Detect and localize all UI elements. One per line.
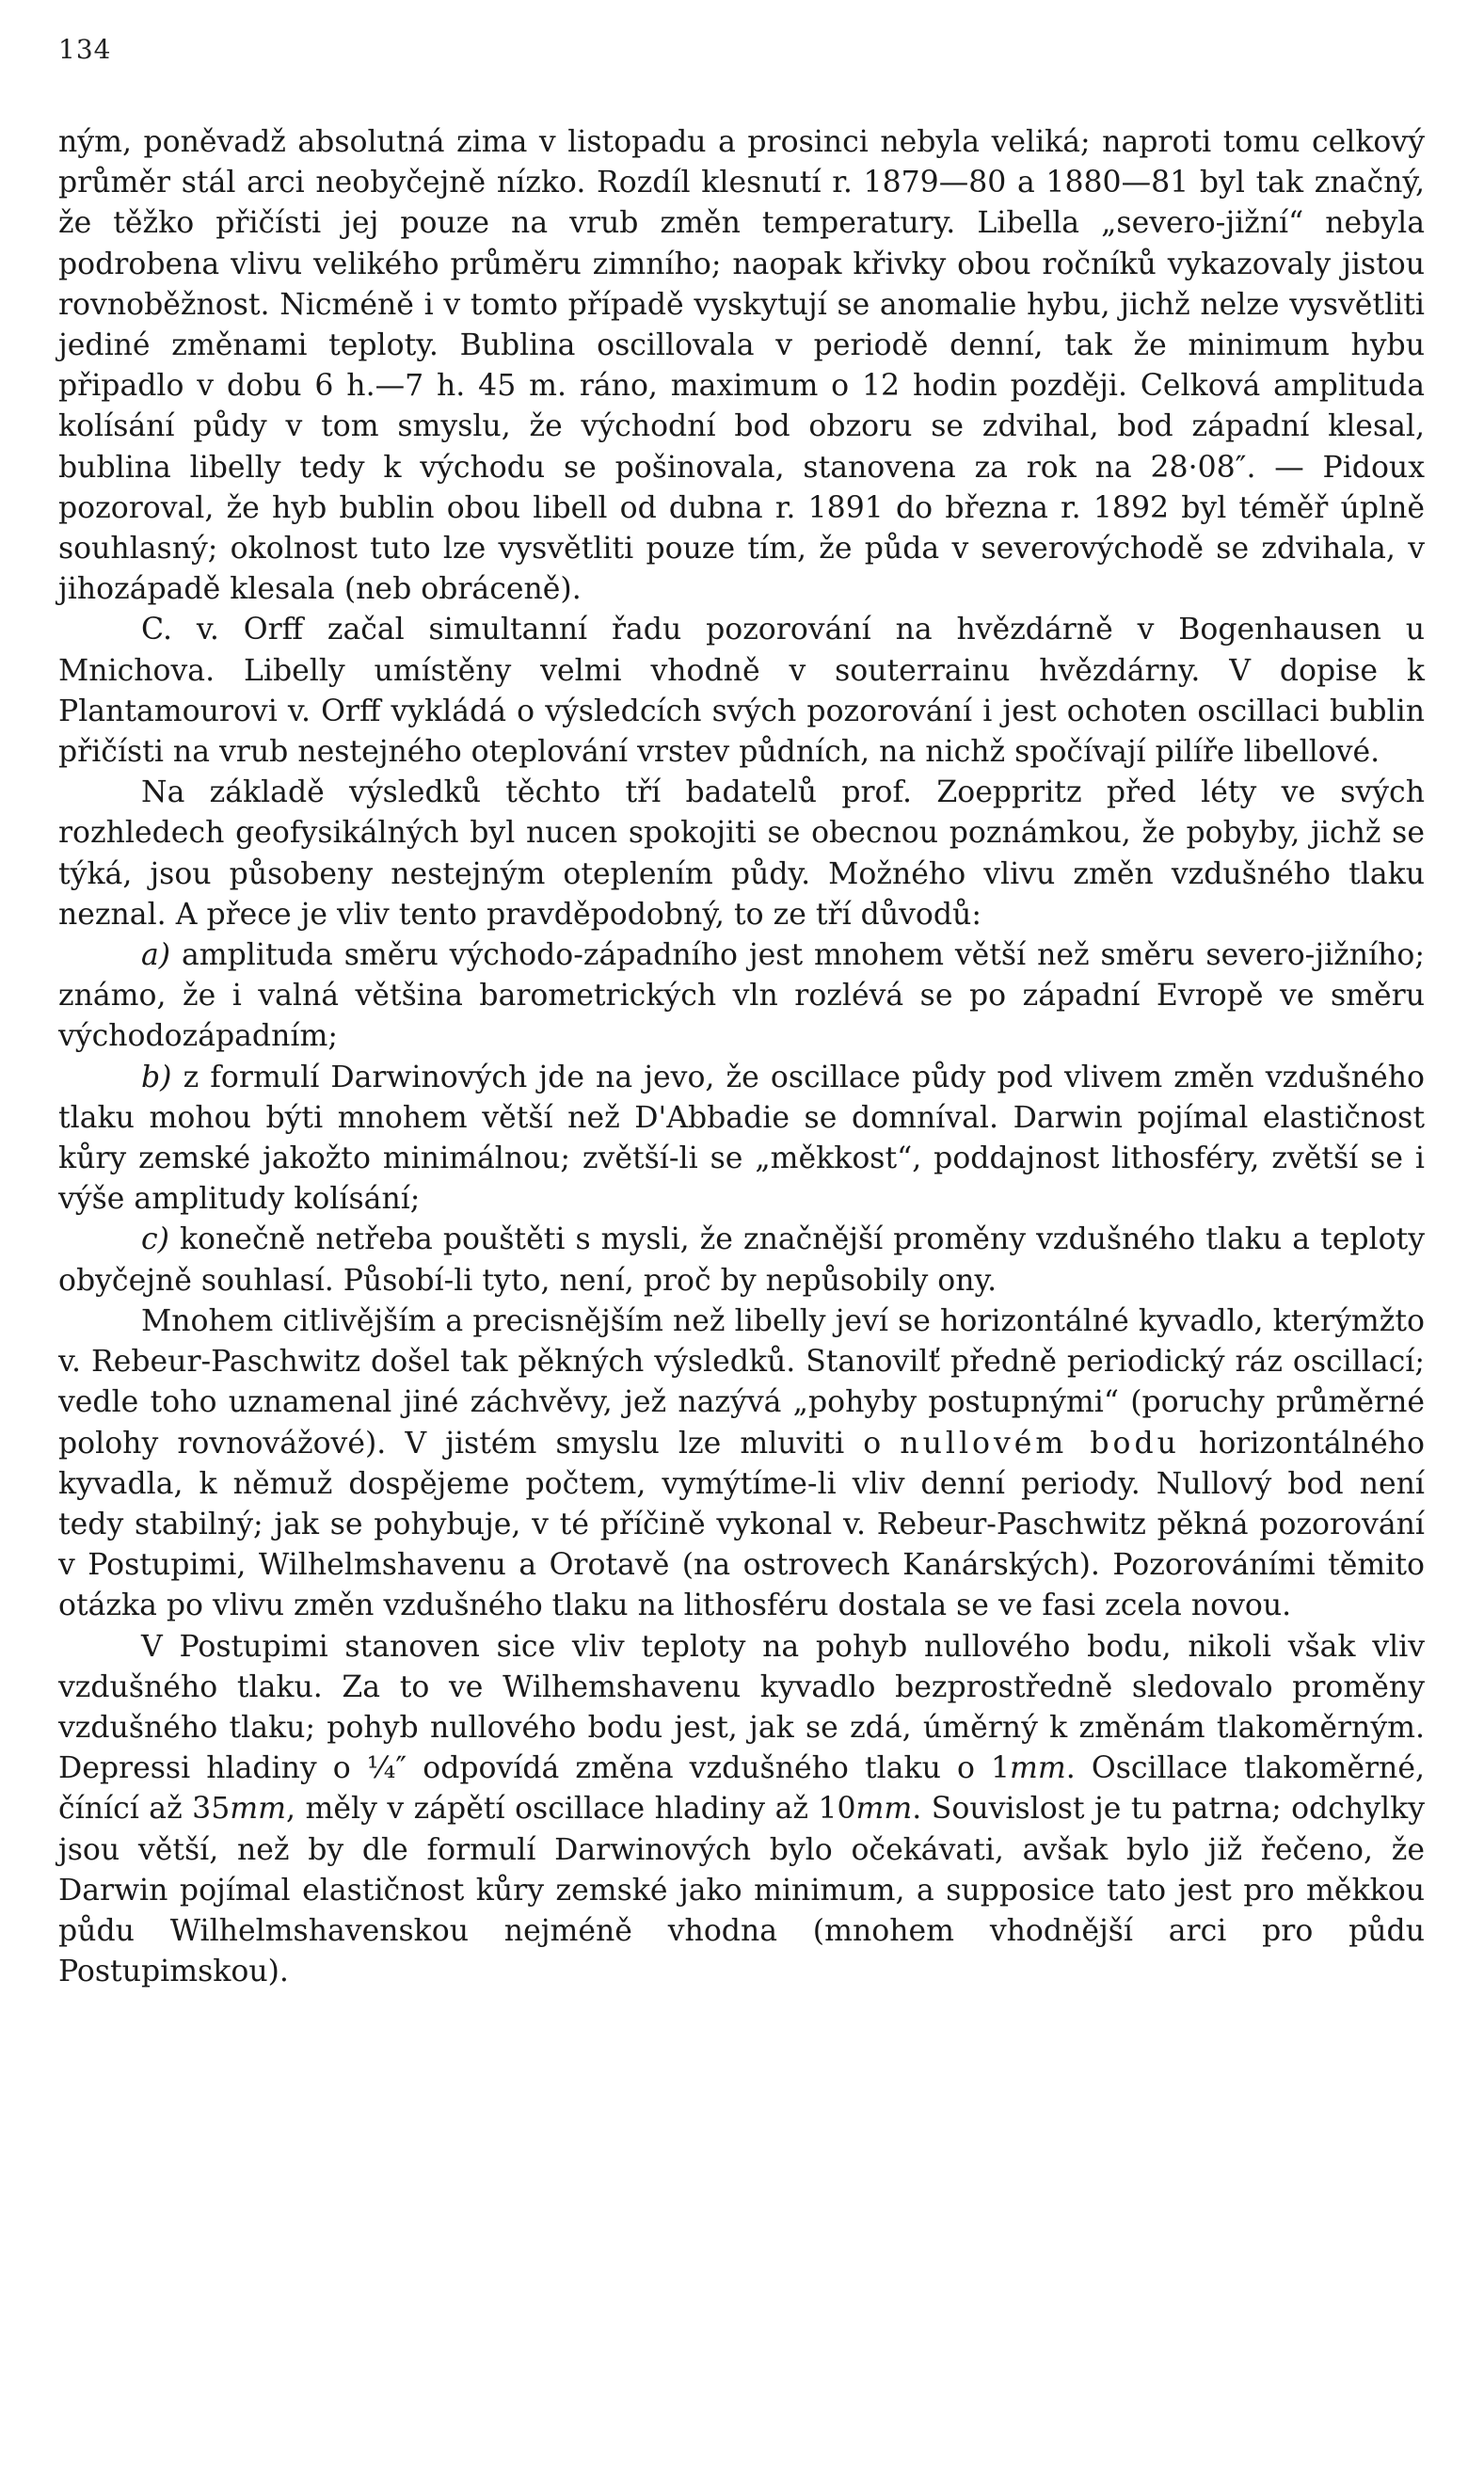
paragraph-3: Na základě výsledků těchto tří badatelů prof. Zoeppritz před léty ve svých rozhledech geofysikálných byl nucen spokojiti se obecnou poznámkou, že pobyby, jichž se týká, jsou působeny nestejným oteplením půdy. Možného vlivu změn vzdušného tlaku neznal. A přece je vliv tento pravděpodobný, to ze tří důvodů: <box>58 775 1425 932</box>
paragraph-5-part-4: . Souvislost je tu patrna; odchylky jsou větší, než by dle formulí Darwinových bylo očekávati, avšak bylo již řečeno, že Darwin pojímal elastičnost kůry zemské jako minimum, a supposice tato jest pro měkkou půdu Wilhelmshavenskou nejméně vhodna (mnohem vhodnější arci pro půdu Postupimskou). <box>58 1792 1425 1989</box>
paragraph-5-unit-2: mm <box>230 1792 286 1827</box>
list-item-c <box>58 1220 1425 1301</box>
list-text-c: konečně netřeba pouštěti s mysli, že značnější proměny vzdušného tlaku a teploty obyčejně souhlasí. Působí-li tyto, není, proč by nepůsobily ony. <box>58 1222 1425 1298</box>
paragraph-5-part-3: , měly v zápětí oscillace hladiny až 10 <box>286 1792 856 1827</box>
list-letter-a: a) <box>141 938 171 973</box>
paragraph-4-emphasis: nullovém bodu <box>900 1426 1180 1461</box>
body-text <box>58 122 1425 1992</box>
paragraph-5-unit-1: mm <box>1010 1751 1066 1786</box>
paragraph-4-before: Mnohem citlivějším a precisnějším než libelly jeví se horizontálné kyvadlo, kterýmžto v. Rebeur-Paschwitz došel tak pěkných výsledků. Stanovilť předně periodický ráz oscillací; vedle toho uznamenal jiné záchvěvy, jež nazývá „pohyby postupnými“ (poruchy průměrné polohy rovnovážové). V jistém smyslu lze mluviti o <box>58 1303 1425 1461</box>
paragraph-4 <box>58 1301 1425 1627</box>
paragraph-4-after: horizontálného kyvadla, k němuž dospějeme počtem, vymýtíme-li vliv denní periody. Nullový bod není tedy stabilný; jak se pohybuje, v té příčině vykonal v. Rebeur-Paschwitz pěkná pozorování v Postupimi, Wilhelmshavenu a Orotavě (na ostrovech Kanárských). Pozorováními těmito otázka po vlivu změn vzdušného tlaku na lithosféru dostala se ve fasi zcela novou. <box>58 1426 1425 1623</box>
paragraph-5-part-2: . Oscillace tlakoměrné, čínící až 35 <box>58 1751 1425 1827</box>
paragraph-1: ným, poněvadž absolutná zima v listopadu a prosinci nebyla veliká; naproti tomu celkový průměr stál arci neobyčejně nízko. Rozdíl klesnutí r. 1879—80 a 1880—81 byl tak značný, že těžko přičísti jej pouze na vrub změn temperatury. Libella „severo-jižní“ nebyla podrobena vlivu velikého průměru zimního; naopak křivky obou ročníků vykazovaly jistou rovnoběžnost. Nicméně i v tomto případě vyskytují se anomalie hybu, jichž nelze vysvětliti jediné změnami teploty. Bublina oscillovala v periodě denní, tak že minimum hybu připadlo v dobu 6 h.—7 h. 45 m. ráno, maximum o 12 hodin později. Celková amplituda kolísání půdy v tom smyslu, že východní bod obzoru se zdvihal, bod západní klesal, bublina libelly tedy k východu se pošinovala, stanovena za rok na 28·08″. — Pidoux pozoroval, že hyb bublin obou libell od dubna r. 1891 do března r. 1892 byl téměř úplně souhlasný; okolnost tuto lze vysvětliti pouze tím, že půda v severovýchodě se zdvihala, v jihozápadě klesala (neb obráceně). <box>58 125 1425 607</box>
paragraph-5-unit-3: mm <box>855 1792 913 1827</box>
page-number: 134 <box>58 34 112 65</box>
paragraph-5 <box>58 1627 1425 1993</box>
list-text-a: amplituda směru východo-západního jest mnohem větší než směru severo-jižního; známo, že i valná většina barometrických vln rozlévá se po západní Evropě ve směru východozápadním; <box>58 938 1425 1054</box>
list-letter-c: c) <box>141 1222 169 1257</box>
paragraph-2: C. v. Orff začal simultanní řadu pozorování na hvězdárně v Bogenhausen u Mnichova. Libelly umístěny velmi vhodně v souterrainu hvězdárny. V dopise k Plantamourovi v. Orff vykládá o výsledcích svých pozorování i jest ochoten oscillaci bublin přičísti na vrub nestejného oteplování vrstev půdních, na nichž spočívají pilíře libellové. <box>58 613 1425 770</box>
list-letter-b: b) <box>141 1060 172 1094</box>
list-text-b: z formulí Darwinových jde na jevo, že oscillace půdy pod vlivem změn vzdušného tlaku mohou býti mnohem větší než D'Abbadie se domníval. Darwin pojímal elastičnost kůry zemské jakožto minimálnou; zvětší-li se „měkkost“, poddajnost lithosféry, zvětší se i výše amplitudy kolísání; <box>58 1060 1425 1217</box>
list-item-a <box>58 935 1425 1058</box>
list-item-b <box>58 1058 1425 1221</box>
paragraph-5-part-1: V Postupimi stanoven sice vliv teploty na pohyb nullového bodu, nikoli však vliv vzdušného tlaku. Za to ve Wilhemshavenu kyvadlo bezprostředně sledovalo proměny vzdušného tlaku; pohyb nullového bodu jest, jak se zdá, úměrný k změnám tlakoměrným. Depressi hladiny o ¼″ odpovídá změna vzdušného tlaku o 1 <box>58 1629 1425 1786</box>
